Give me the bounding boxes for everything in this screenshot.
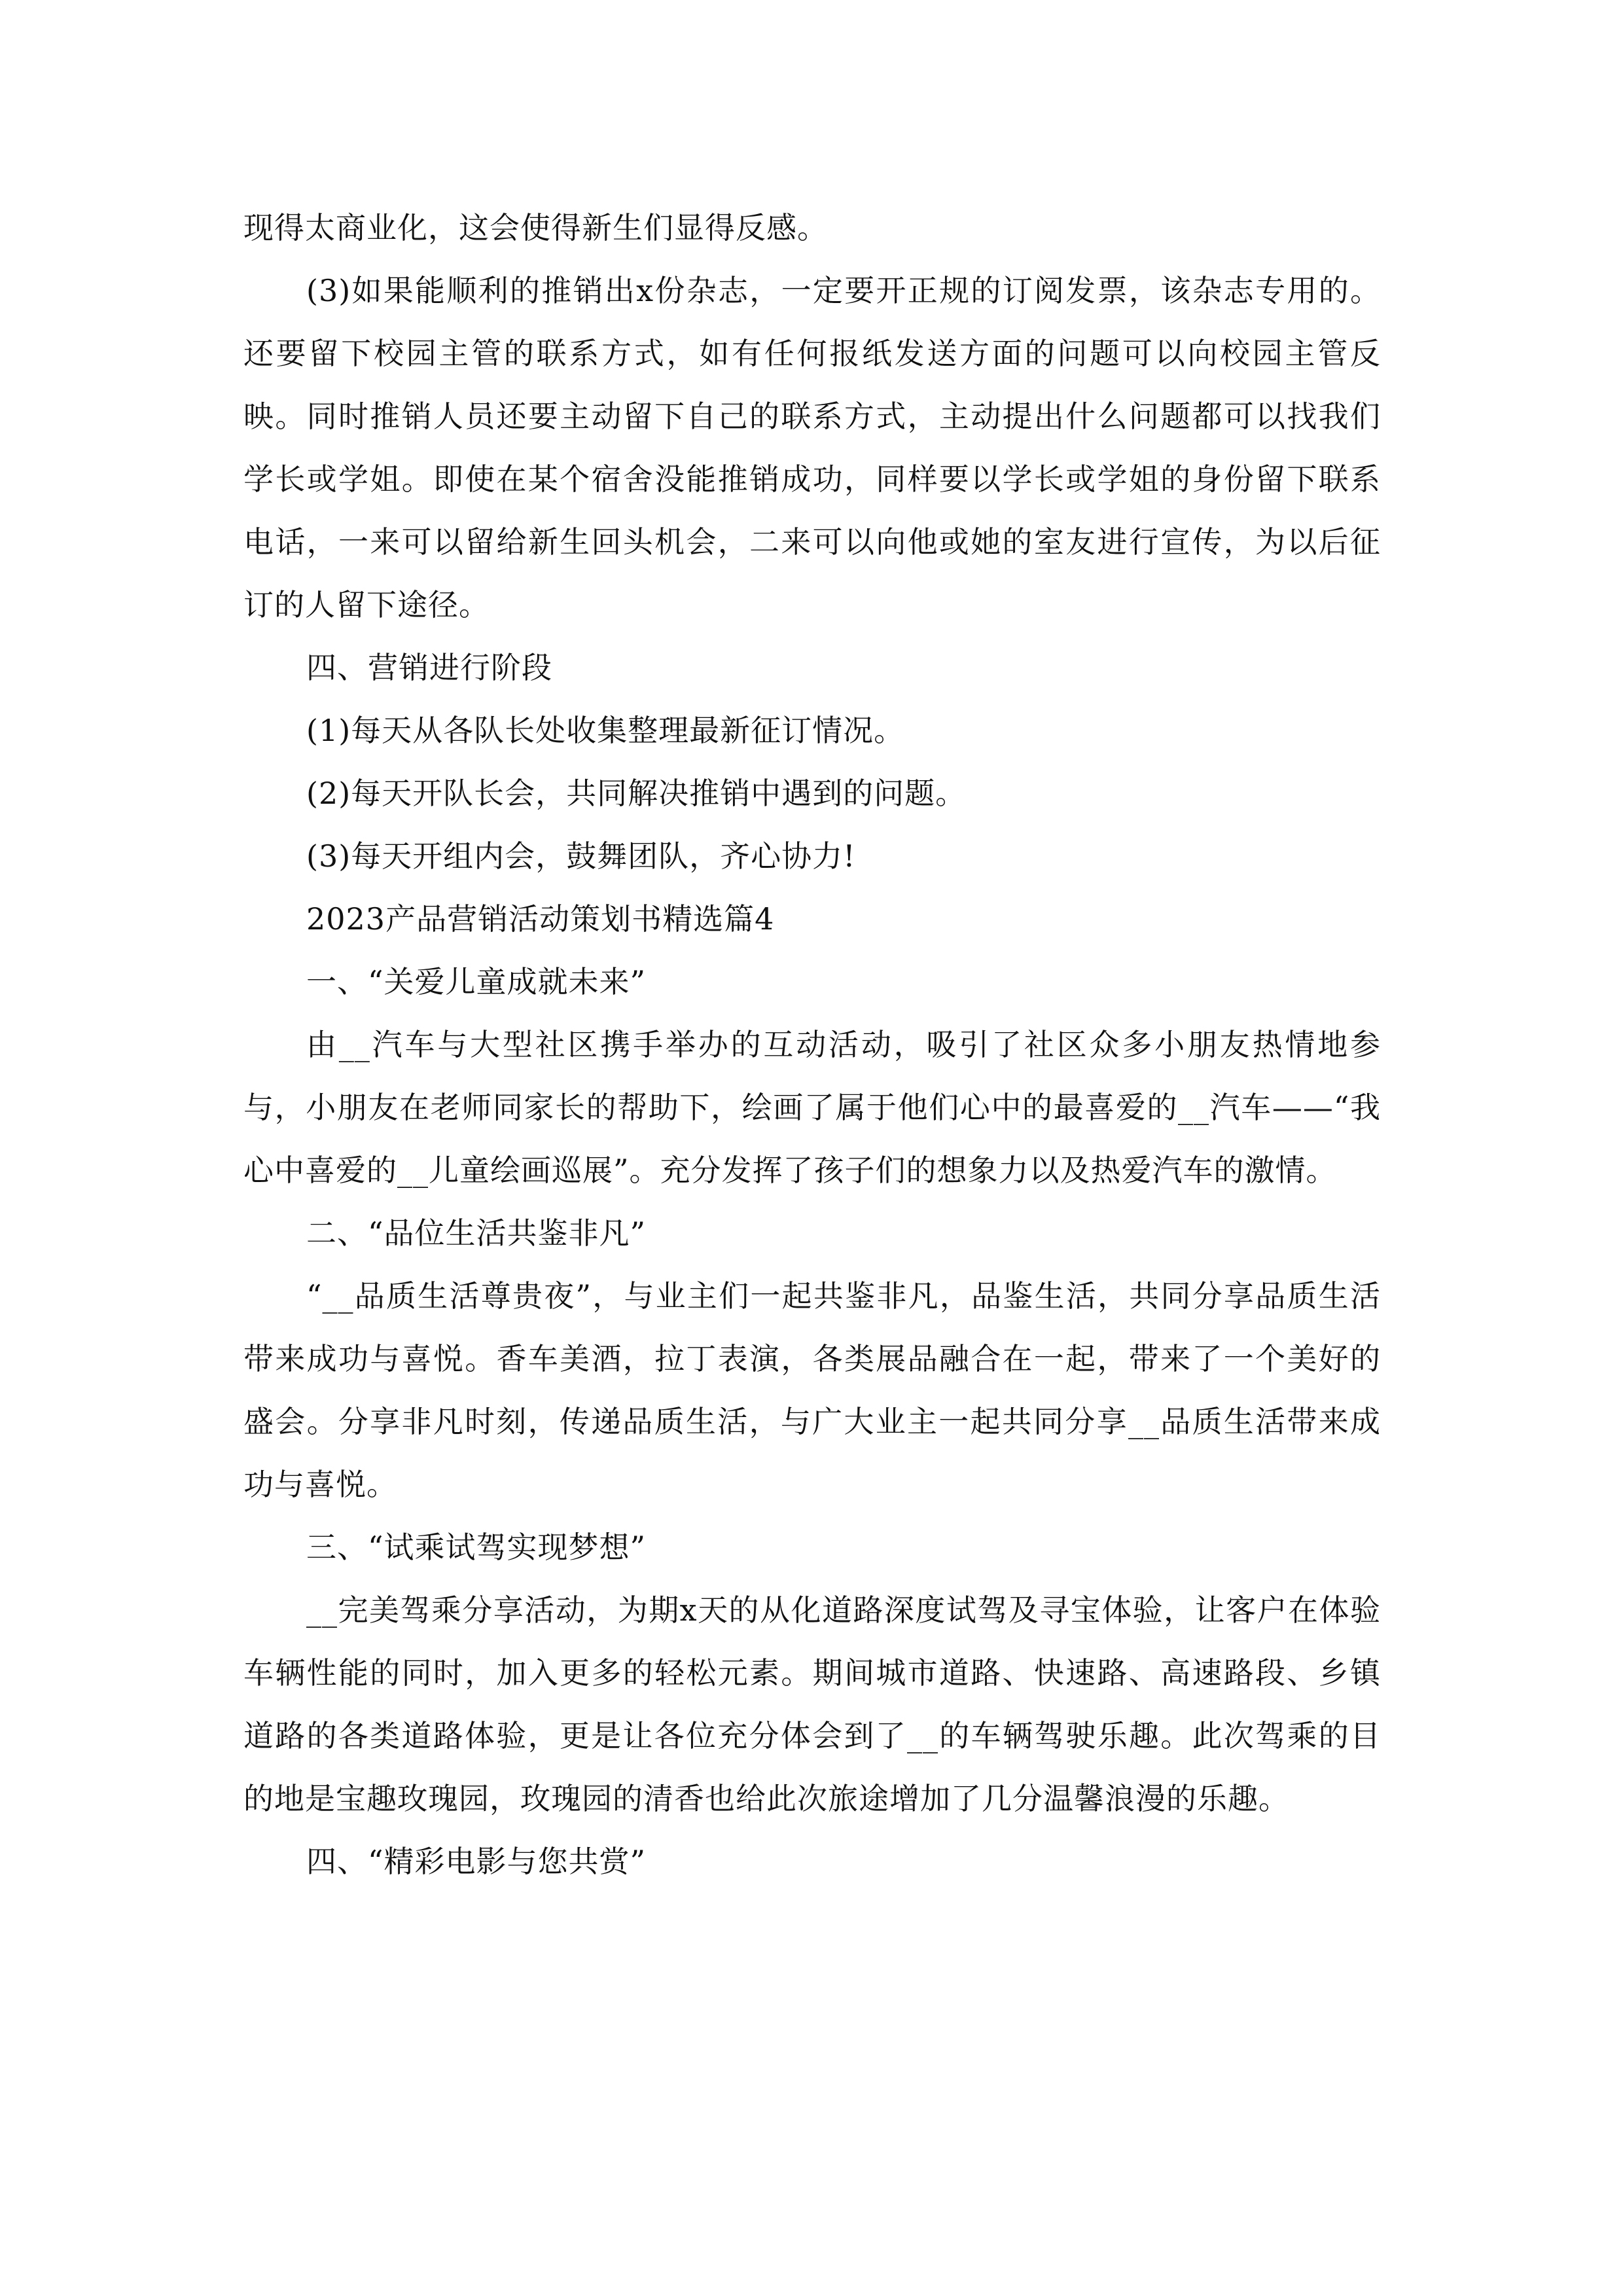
- paragraph-section-1: 由__汽车与大型社区携手举办的互动活动，吸引了社区众多小朋友热情地参与，小朋友在老师同家长的帮助下，绘画了属于他们心中的最喜爱的__汽车——“我心中喜爱的__儿童绘画巡展”。充分发挥了孩子们的想象力以及热爱汽车的激情。: [243, 1027, 1381, 1188]
- paragraph-section-2: “__品质生活尊贵夜”，与业主们一起共鉴非凡，品鉴生活，共同分享品质生活带来成功与喜悦。香车美酒，拉丁表演，各类展品融合在一起，带来了一个美好的盛会。分享非凡时刻，传递品质生活，与广大业主一起共同分享__品质生活带来成功与喜悦。: [243, 1278, 1381, 1502]
- article-title: 2023产品营销活动策划书精选篇4: [306, 901, 775, 937]
- list-item-3: (3)每天开组内会，鼓舞团队，齐心协力!: [306, 838, 856, 874]
- section-heading-1: 一、“关爱儿童成就未来”: [306, 964, 647, 999]
- list-item-2: (2)每天开队长会，共同解决推销中遇到的问题。: [306, 776, 967, 811]
- section-heading-2: 二、“品位生活共鉴非凡”: [306, 1215, 647, 1251]
- list-item-1: (1)每天从各队长处收集整理最新征订情况。: [306, 713, 905, 748]
- document-body: [243, 196, 1381, 1893]
- section-heading-4: 四、营销进行阶段: [306, 650, 552, 685]
- paragraph-2: (3)如果能顺利的推销出x份杂志，一定要开正规的订阅发票，该杂志专用的。还要留下校园主管的联系方式，如有任何报纸发送方面的问题可以向校园主管反映。同时推销人员还要主动留下自己的联系方式，主动提出什么问题都可以找我们学长或学姐。即使在某个宿舍没能推销成功，同样要以学长或学姐的身份留下联系电话，一来可以留给新生回头机会，二来可以向他或她的室友进行宣传，为以后征订的人留下途径。: [243, 273, 1381, 622]
- section-heading-4b: 四、“精彩电影与您共赏”: [306, 1844, 647, 1879]
- section-heading-3: 三、“试乘试驾实现梦想”: [306, 1530, 647, 1565]
- paragraph-section-3: __完美驾乘分享活动，为期x天的从化道路深度试驾及寻宝体验，让客户在体验车辆性能的同时，加入更多的轻松元素。期间城市道路、快速路、高速路段、乡镇道路的各类道路体验，更是让各位充分体会到了__的车辆驾驶乐趣。此次驾乘的目的地是宝趣玫瑰园，玫瑰园的清香也给此次旅途增加了几分温馨浪漫的乐趣。: [243, 1592, 1381, 1816]
- paragraph-1: 现得太商业化，这会使得新生们显得反感。: [243, 210, 828, 245]
